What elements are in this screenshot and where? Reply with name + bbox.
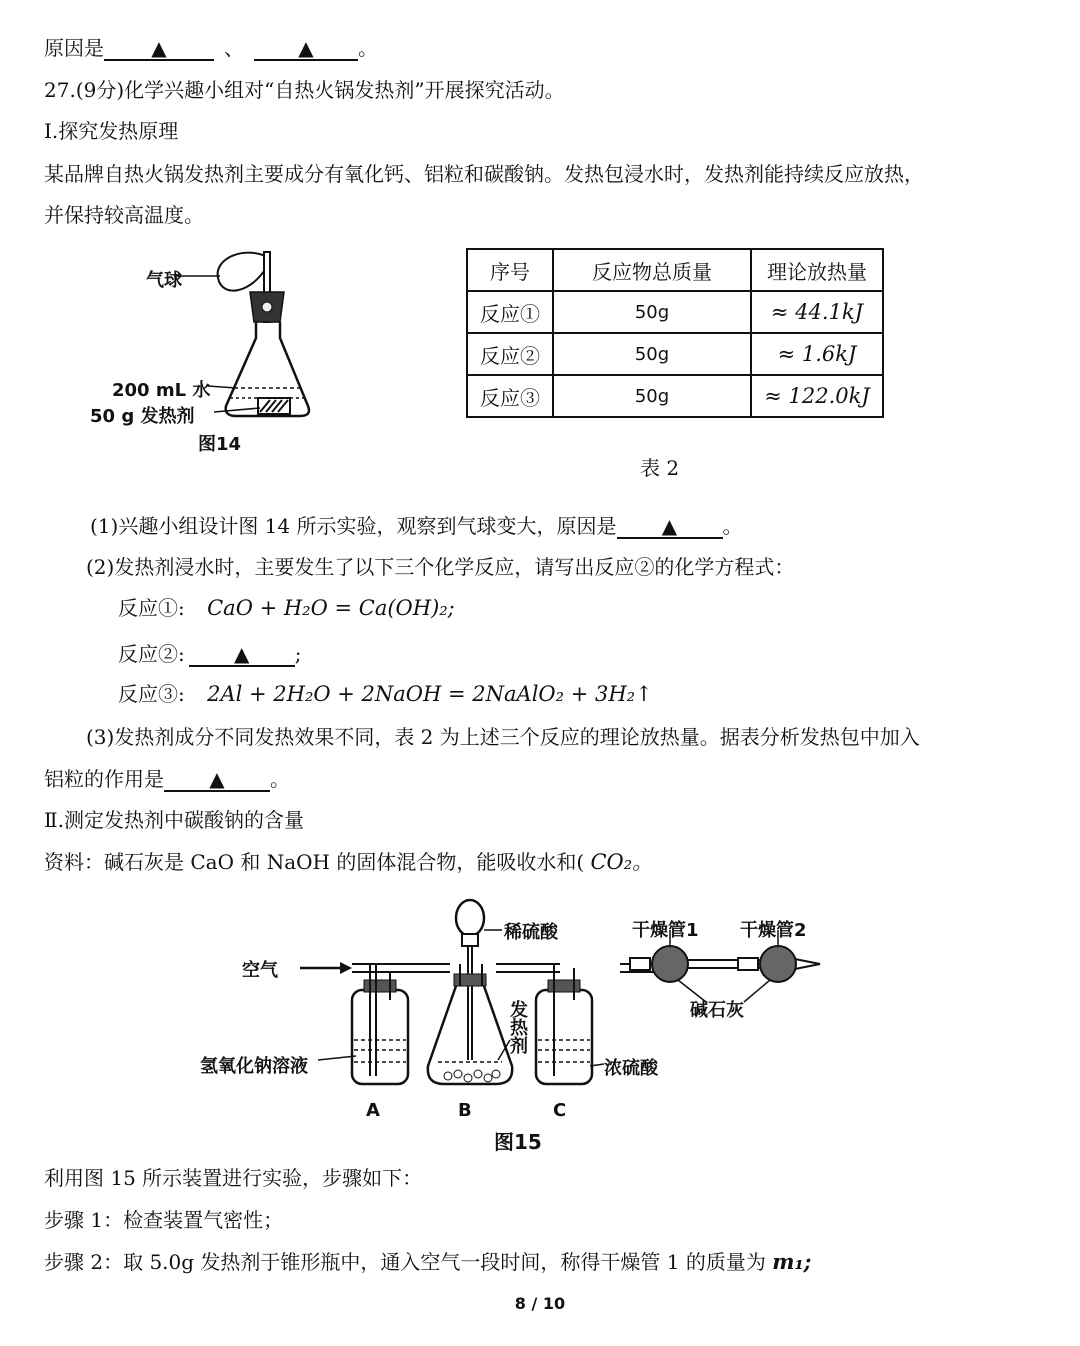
- figure15-caption: 图15: [494, 1130, 542, 1154]
- heat-agent-label: 发热剂: [507, 1000, 528, 1054]
- reaction-1-label: 反应①:: [118, 596, 185, 620]
- reason-prefix: 原因是: [44, 36, 104, 60]
- page-number: 8 / 10: [514, 1294, 566, 1313]
- dilute-acid-label: 稀硫酸: [504, 922, 558, 943]
- water-label: 200 mL 水: [112, 380, 211, 401]
- answer-blank[interactable]: [104, 37, 214, 61]
- material-text: 资料：碱石灰是 CaO 和 NaOH 的固体混合物，能吸收水和(: [44, 850, 585, 874]
- answer-blank[interactable]: [254, 37, 358, 61]
- triangle-marker: ▲: [661, 514, 678, 538]
- answer-blank[interactable]: [617, 515, 723, 539]
- air-label: 空气: [242, 960, 278, 981]
- agent-label: 50 g 发热剂: [90, 406, 195, 427]
- bottle-c-label: C: [553, 1100, 567, 1121]
- drying-tube-2-label: 干燥管2: [740, 920, 807, 941]
- table-cell: 反应①: [467, 291, 553, 333]
- conc-acid-label: 浓硫酸: [604, 1058, 658, 1079]
- step-1: 步骤 1：检查装置气密性；: [44, 1208, 284, 1232]
- steps-intro: 利用图 15 所示装置进行实验，步骤如下：: [44, 1166, 423, 1190]
- sub-question-3-line1: (3)发热剂成分不同发热效果不同，表 2 为上述三个反应的理论放热量。据表分析发热包中加入: [86, 725, 920, 749]
- table-row: [467, 333, 883, 375]
- table-header-cell: 反应物总质量: [553, 249, 751, 291]
- table-cell: 反应③: [467, 375, 553, 417]
- sub-question-1: [90, 512, 743, 540]
- table-cell: ≈ 1.6kJ: [751, 333, 883, 375]
- part2-heading: Ⅱ.测定发热剂中碳酸钠的含量: [44, 808, 304, 832]
- question-27-title: 27.(9分)化学兴趣小组对“自热火锅发热剂”开展探究活动。: [44, 78, 565, 102]
- triangle-marker: ▲: [298, 36, 314, 60]
- reaction-1-equation: CaO + H₂O = Ca(OH)₂;: [207, 596, 455, 620]
- reaction-3-equation: 2Al + 2H₂O + 2NaOH = 2NaAlO₂ + 3H₂↑: [207, 682, 653, 706]
- table-cell: 50g: [553, 333, 751, 375]
- sub-question-1-text: (1)兴趣小组设计图 14 所示实验，观察到气球变大，原因是: [90, 514, 617, 538]
- table-header-cell: 理论放热量: [751, 249, 883, 291]
- sub-question-2: (2)发热剂浸水时，主要发生了以下三个化学反应，请写出反应②的化学方程式：: [86, 555, 795, 579]
- balloon-label: 气球: [146, 270, 182, 291]
- sub-question-3-prefix: 铝粒的作用是: [44, 767, 164, 791]
- triangle-marker: ▲: [209, 767, 225, 791]
- table-cell: ≈ 44.1kJ: [751, 291, 883, 333]
- co2-formula: CO₂。: [590, 850, 654, 874]
- reaction-1: [118, 594, 455, 622]
- period: 。: [358, 36, 378, 60]
- table-cell: 50g: [553, 375, 751, 417]
- period: 。: [722, 514, 743, 538]
- triangle-marker: ▲: [151, 36, 167, 60]
- table-cell: 反应②: [467, 333, 553, 375]
- reaction-2-label: 反应②:: [118, 642, 185, 666]
- table2-caption: 表 2: [640, 456, 680, 480]
- step-2-text: 步骤 2：取 5.0g 发热剂于锥形瓶中，通入空气一段时间，称得干燥管 1 的质量为: [44, 1250, 766, 1274]
- table-header-cell: 序号: [467, 249, 553, 291]
- reaction-2: [118, 640, 302, 668]
- bottle-a-label: A: [366, 1100, 380, 1121]
- answer-line-reason: [44, 34, 378, 62]
- table-cell: 50g: [553, 291, 751, 333]
- answer-blank[interactable]: [189, 643, 295, 667]
- part2-material: [44, 848, 653, 876]
- sub-question-3-line2: [44, 765, 290, 793]
- drying-tube-1-label: 干燥管1: [632, 920, 699, 941]
- semicolon: ;: [294, 642, 302, 666]
- table-header-row: [467, 249, 883, 291]
- table-cell: ≈ 122.0kJ: [751, 375, 883, 417]
- period: 。: [270, 767, 290, 791]
- part1-heading: Ⅰ.探究发热原理: [44, 119, 179, 143]
- reaction-3-label: 反应③:: [118, 682, 185, 706]
- part1-intro-line1: 某品牌自热火锅发热剂主要成分有氧化钙、铝粒和碳酸钠。发热包浸水时，发热剂能持续反应放热，: [44, 162, 924, 186]
- soda-lime-label: 碱石灰: [690, 1000, 744, 1021]
- m1-variable: m₁;: [772, 1249, 812, 1274]
- table-row: [467, 375, 883, 417]
- flask-b-label: B: [458, 1100, 472, 1121]
- figure14-caption: 图14: [198, 434, 242, 455]
- answer-blank[interactable]: [164, 768, 270, 792]
- step-2: [44, 1248, 811, 1276]
- naoh-solution-label: 氢氧化钠溶液: [200, 1056, 308, 1077]
- triangle-marker: ▲: [234, 642, 250, 666]
- part1-intro-line2: 并保持较高温度。: [44, 203, 204, 227]
- reaction-heat-table: [466, 248, 884, 418]
- table-row: [467, 291, 883, 333]
- reaction-3: [118, 680, 653, 708]
- separator: 、: [224, 36, 244, 60]
